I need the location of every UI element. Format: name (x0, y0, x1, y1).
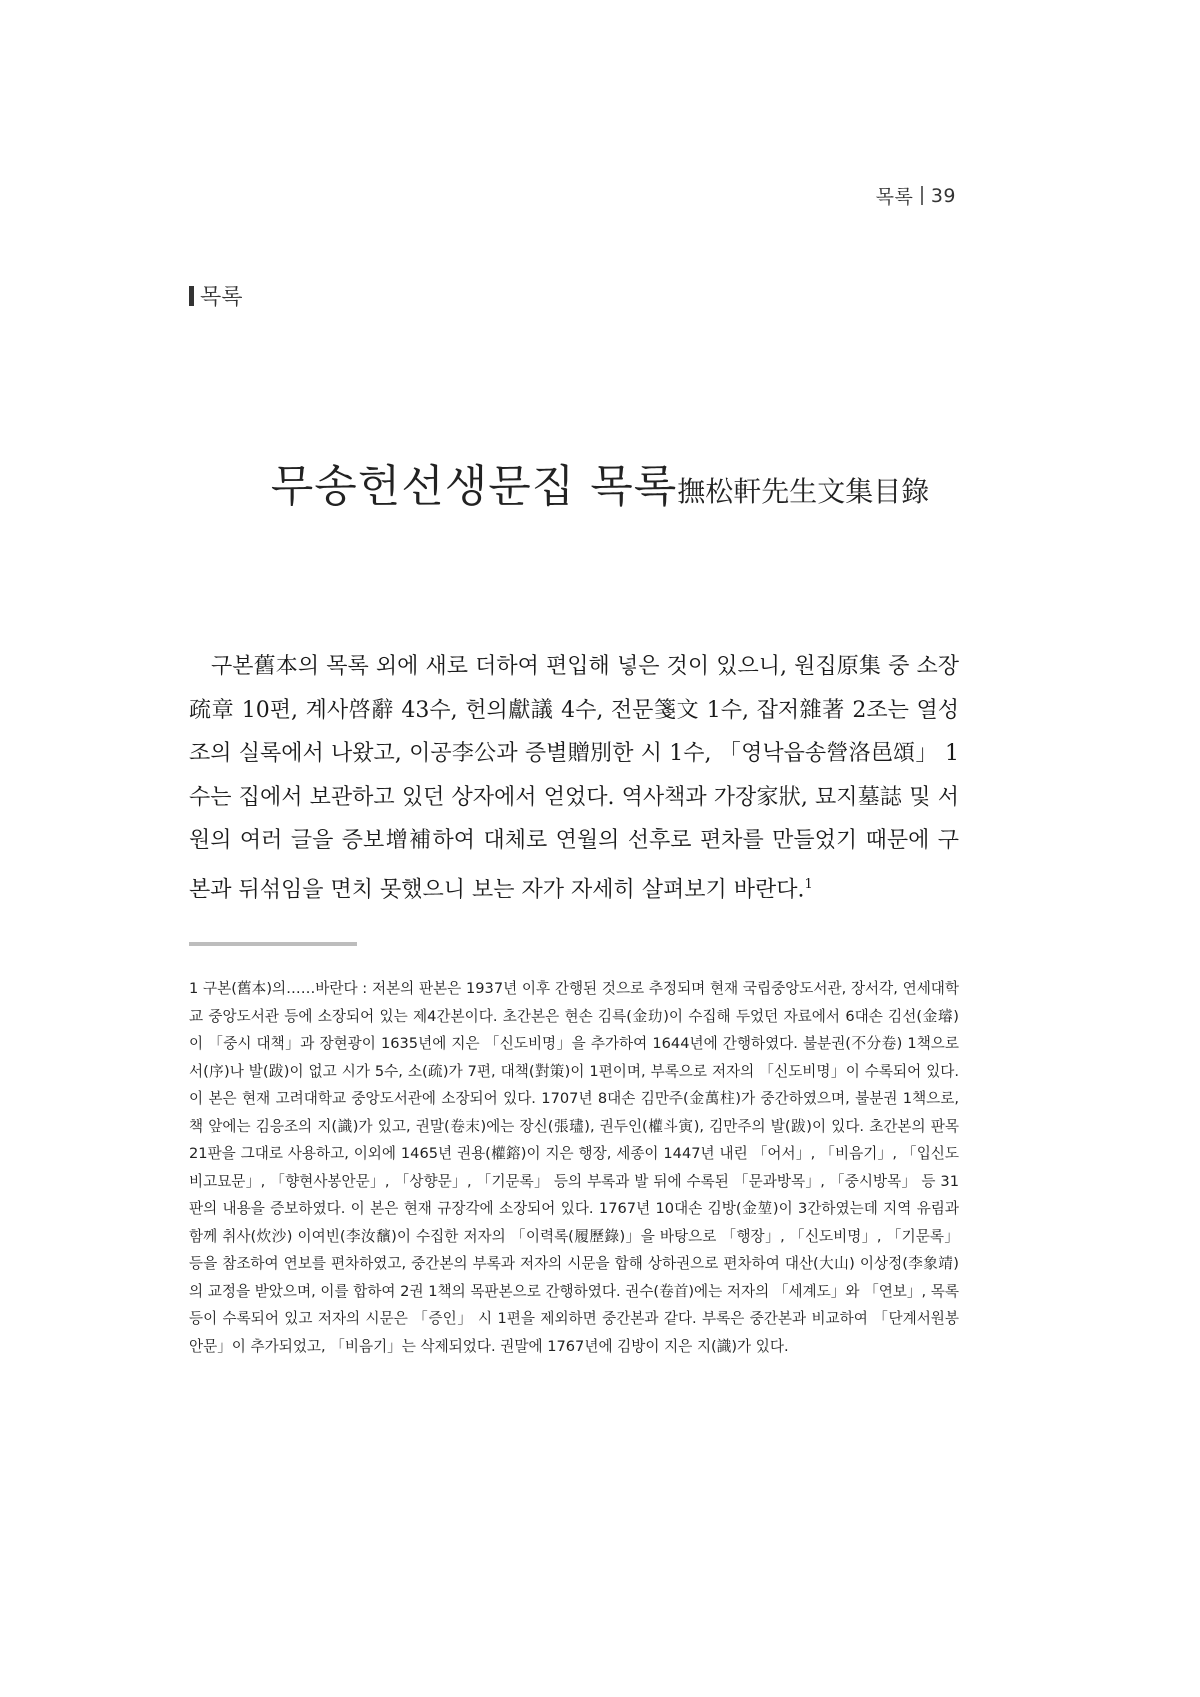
running-head-section: 목록 (875, 186, 914, 208)
footnote-reference[interactable]: 1 (804, 876, 813, 892)
title-korean: 무송헌선생문집 목록 (270, 461, 678, 512)
footnote-number: 1 (189, 980, 199, 997)
page-title (0, 450, 1200, 514)
footnote (189, 975, 959, 1360)
running-head-divider (921, 186, 923, 205)
footnote-divider (189, 942, 357, 946)
footnote-text: 구본(舊本)의……바란다 : 저본의 판본은 1937년 이후 간행된 것으로 추정되며 현재 국립중앙도서관, 장서각, 연세대학교 중앙도서관 등에 소장되어 있는 제4간본이다. 초간본은 현손 김륵(金玏)이 수집해 두었던 자료에서 6대손 김선(金璿)이 「중시 대책」과 장현광이 1635년에 지은 「신도비명」을 추가하여 1644년에 간행하였다. 불분권(不分卷) 1책으로 서(序)나 발(跋)이 없고 시가 5수, 소(疏)가 7편, 대책(對策)이 1편이며, 부록으로 저자의 「신도비명」이 수록되어 있다. 이 본은 현재 고려대학교 중앙도서관에 소장되어 있다. 1707년 8대손 김만주(金萬柱)가 중간하였으며, 불분권 1책으로, 책 앞에는 김응조의 지(識)가 있고, 권말(卷末)에는 장신(張璶), 권두인(權斗寅), 김만주의 발(跋)이 있다. 초간본의 판목 21판을 그대로 사용하고, 이외에 1465년 권용(權鎔)이 지은 행장, 세종이 1447년 내린 「어서」, 「비음기」, 「입신도비고묘문」, 「향현사봉안문」, 「상향문」, 「기문록」 등의 부록과 발 뒤에 수록된 「문과방목」, 「중시방목」 등 31판의 내용을 증보하였다. 이 본은 현재 규장각에 소장되어 있다. 1767년 10대손 김방(金堃)이 3간하였는데 지역 유림과 함께 취사(炊沙) 이여빈(李汝馪)이 수집한 저자의 「이력록(履歷錄)」을 바탕으로 「행장」, 「신도비명」, 「기문록」 등을 참조하여 연보를 편차하였고, 중간본의 부록과 저자의 시문을 합해 상하권으로 편차하여 대산(大山) 이상정(李象靖)의 교정을 받았으며, 이를 합하여 2권 1책의 목판본으로 간행하였다. 권수(卷首)에는 저자의 「세계도」와 「연보」, 목록 등이 수록되어 있고 저자의 시문은 「증인」 시 1편을 제외하면 중간본과 같다. 부록은 중간본과 비교하여 「단계서원봉안문」이 추가되었고, 「비음기」는 삭제되었다. 권말에 1767년에 김방이 지은 지(識)가 있다. (189, 980, 959, 1355)
intro-paragraph (189, 645, 959, 911)
intro-text: 구본舊本의 목록 외에 새로 더하여 편입해 넣은 것이 있으니, 원집原集 중 소장疏章 10편, 계사啓辭 43수, 헌의獻議 4수, 전문箋文 1수, 잡저雜著 2조는 열성조의 실록에서 나왔고, 이공李公과 증별贈別한 시 1수, 「영낙읍송營洛邑頌」 1수는 집에서 보관하고 있던 상자에서 얻었다. 역사책과 가장家狀, 묘지墓誌 및 서원의 여러 글을 증보增補하여 대체로 연월의 선후로 편차를 만들었기 때문에 구본과 뒤섞임을 면치 못했으니 보는 자가 자세히 살펴보기 바란다. (189, 654, 959, 902)
title-hanja: 撫松軒先生文集目錄 (677, 475, 930, 508)
section-label-text: 목록 (200, 285, 243, 310)
section-marker-bar (189, 286, 194, 306)
page-number: 39 (930, 184, 956, 207)
section-label (189, 280, 243, 311)
running-head (876, 182, 956, 209)
